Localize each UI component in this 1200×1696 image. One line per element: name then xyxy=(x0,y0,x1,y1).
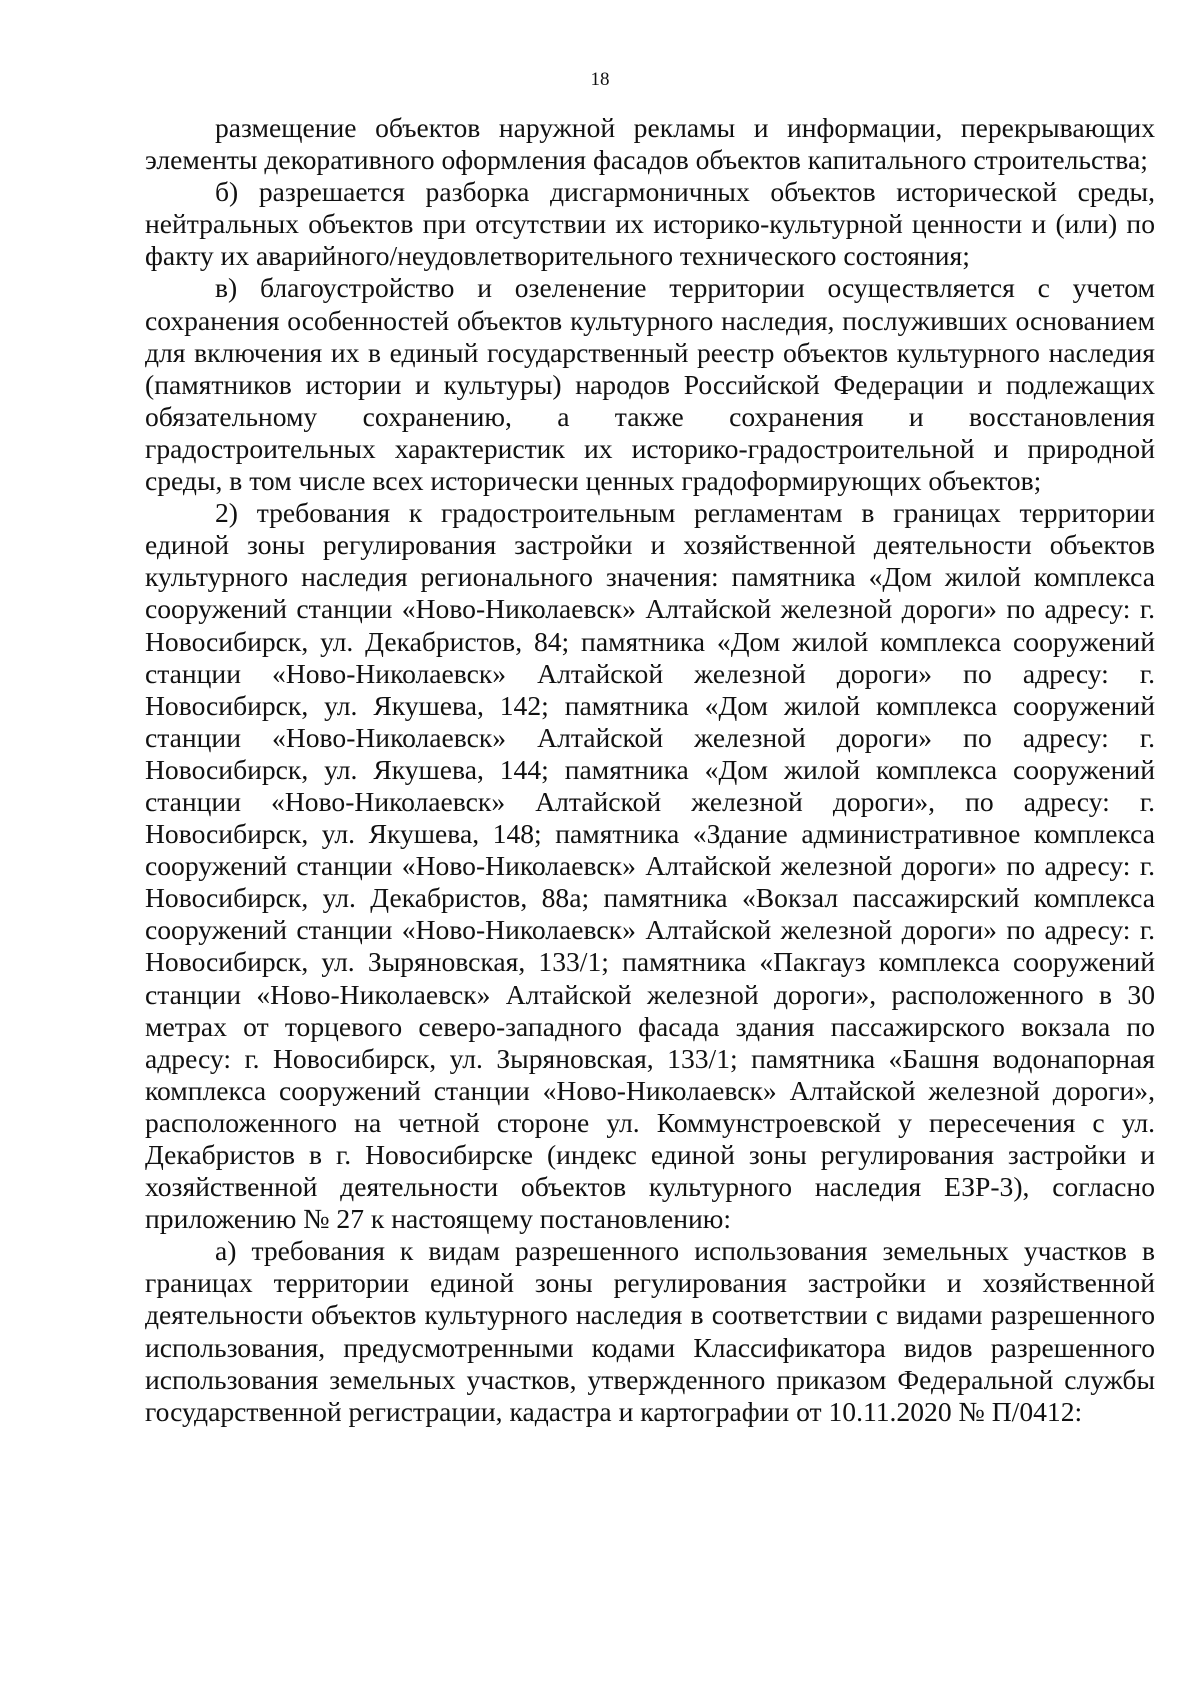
paragraph-item-v: в) благоустройство и озеленение территории осуществляется с учетом сохранения особенностей объектов культурного наследия, послуживших основанием для включения их в единый государственный реестр объектов культурного наследия (памятников истории и культуры) народов Российской Федерации и подлежащих обязательному сохранению, а также сохранения и восстановления градостроительных характеристик их историко-градостроительной и природной среды, в том числе всех исторически ценных градоформирующих объектов; xyxy=(145,272,1155,497)
paragraph-item-a: а) требования к видам разрешенного использования земельных участков в границах территории единой зоны регулирования застройки и хозяйственной деятельности объектов культурного наследия в соответствии с видами разрешенного использования, предусмотренными кодами Классификатора видов разрешенного использования земельных участков, утвержденного приказом Федеральной службы государственной регистрации, кадастра и картографии от 10.11.2020 № П/0412: xyxy=(145,1235,1155,1427)
paragraph-continuation: размещение объектов наружной рекламы и информации, перекрывающих элементы декоративного оформления фасадов объектов капитального строительства; xyxy=(145,112,1155,176)
paragraph-item-2: 2) требования к градостроительным регламентам в границах территории единой зоны регулирования застройки и хозяйственной деятельности объектов культурного наследия регионального значения: памятника «Дом жилой комплекса сооружений станции «Ново-Николаевск» Алтайской железной дороги» по адресу: г. Новосибирск, ул. Декабристов, 84; памятника «Дом жилой комплекса сооружений станции «Ново-Николаевск» Алтайской железной дороги» по адресу: г. Новосибирск, ул. Якушева, 142; памятника «Дом жилой комплекса сооружений станции «Ново-Николаевск» Алтайской железной дороги» по адресу: г. Новосибирск, ул. Якушева, 144; памятника «Дом жилой комплекса сооружений станции «Ново-Николаевск» Алтайской железной дороги», по адресу: г. Новосибирск, ул. Якушева, 148; памятника «Здание административное комплекса сооружений станции «Ново-Николаевск» Алтайской железной дороги» по адресу: г. Новосибирск, ул. Декабристов, 88а; памятника «Вокзал пассажирский комплекса сооружений станции «Ново-Николаевск» Алтайской железной дороги» по адресу: г. Новосибирск, ул. Зыряновская, 133/1; памятника «Пакгауз комплекса сооружений станции «Ново-Николаевск» Алтайской железной дороги», расположенного в 30 метрах от торцевого северо-западного фасада здания пассажирского вокзала по адресу: г. Новосибирск, ул. Зыряновская, 133/1; памятника «Башня водонапорная комплекса сооружений станции «Ново-Николаевск» Алтайской железной дороги», расположенного на четной стороне ул. Коммунстроевской у пересечения с ул. Декабристов в г. Новосибирске (индекс единой зоны регулирования застройки и хозяйственной деятельности объектов культурного наследия ЕЗР-3), согласно приложению № 27 к настоящему постановлению: xyxy=(145,497,1155,1235)
document-body xyxy=(145,112,1155,1428)
page-number: 18 xyxy=(590,69,610,90)
paragraph-item-b: б) разрешается разборка дисгармоничных объектов исторической среды, нейтральных объектов при отсутствии их историко-культурной ценности и (или) по факту их аварийного/неудовлетворительного технического состояния; xyxy=(145,176,1155,272)
